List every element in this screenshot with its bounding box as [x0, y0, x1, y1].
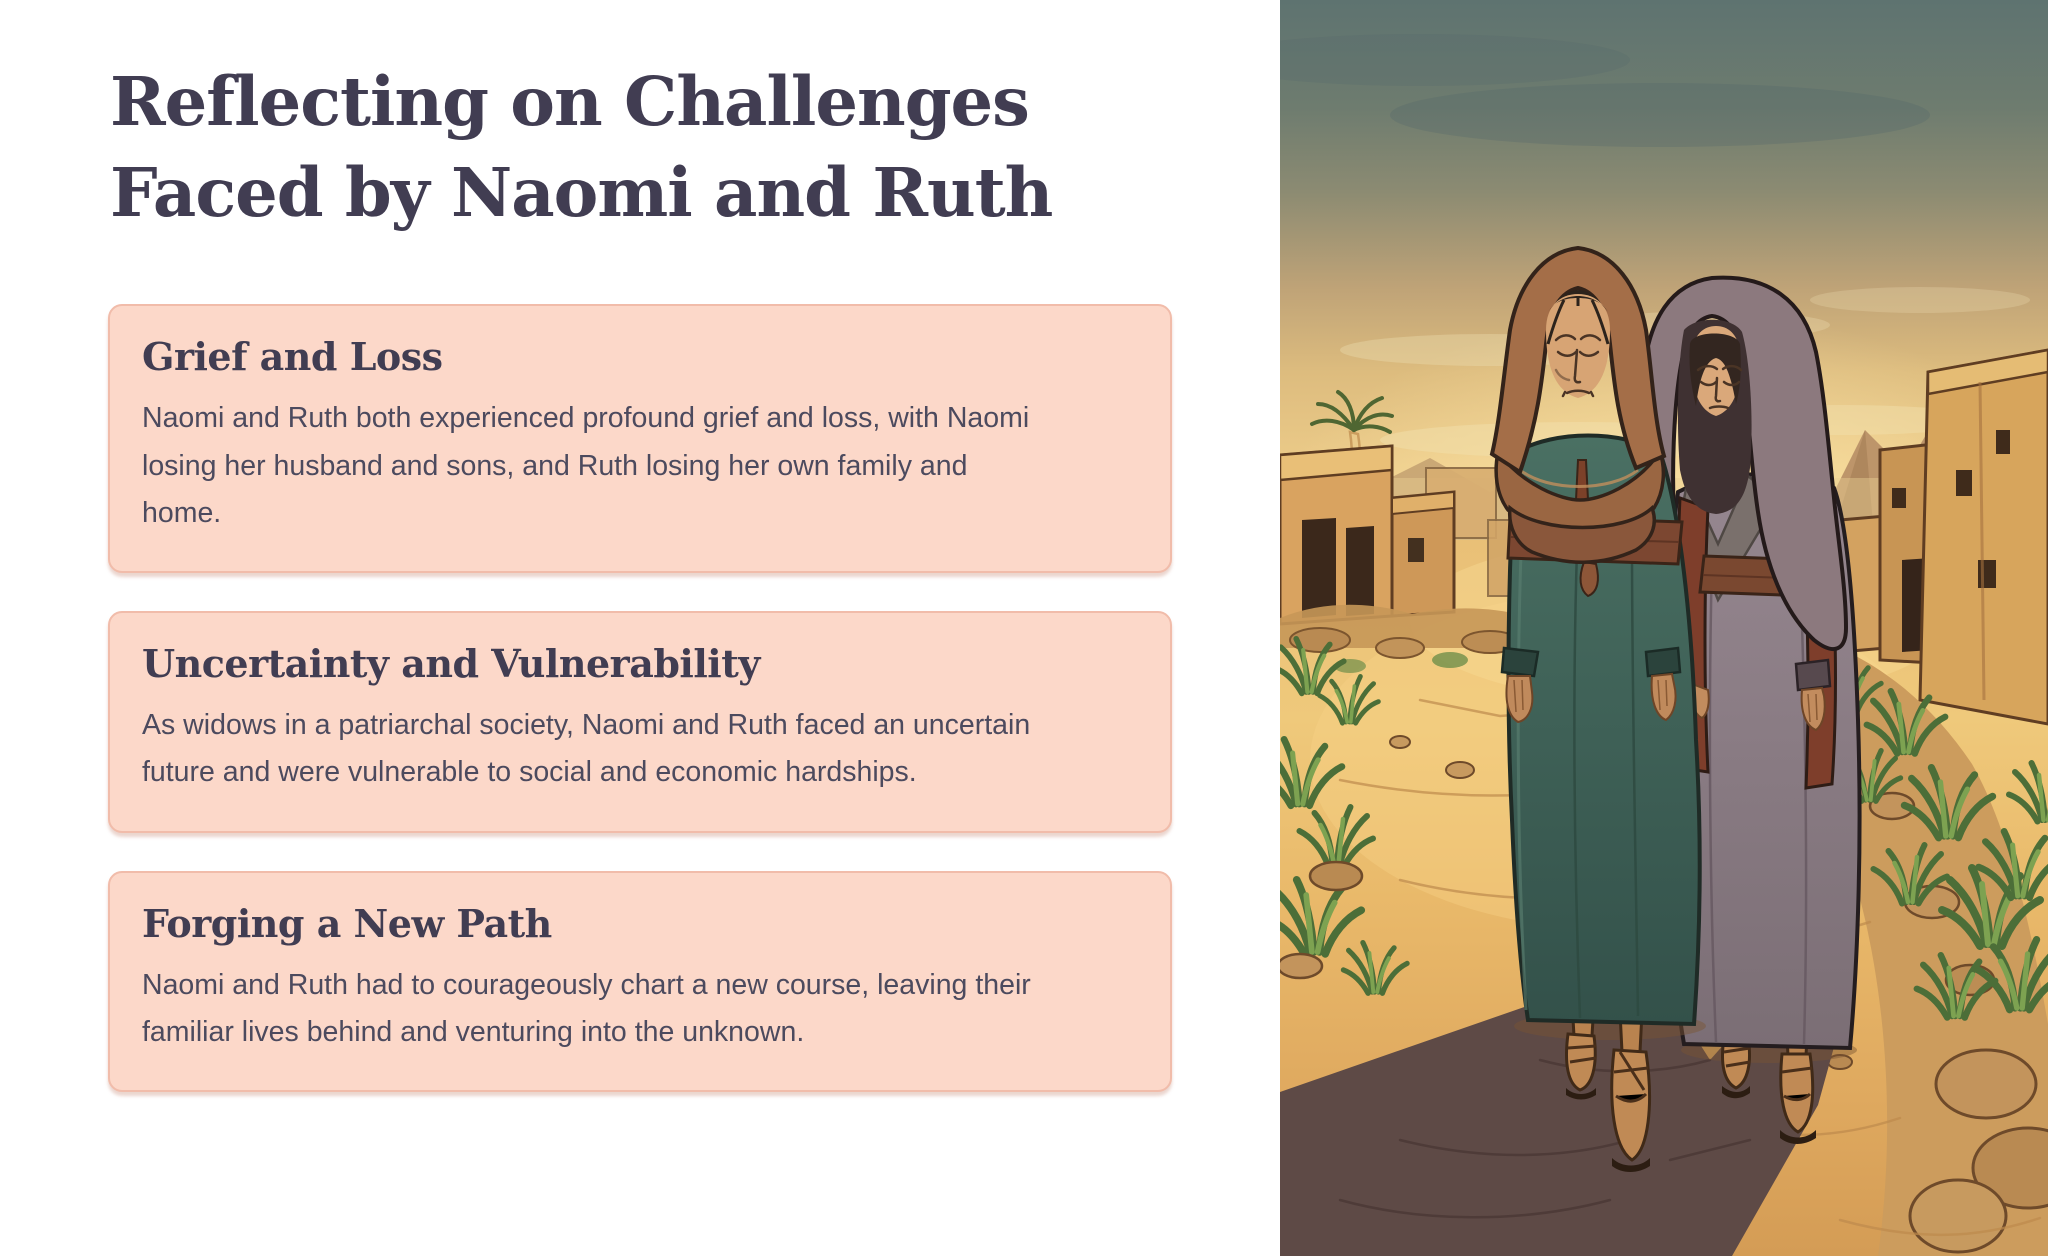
- card-body: Naomi and Ruth had to courageously chart a new course, leaving their familiar lives behind and venturing into the unknown.: [142, 968, 1031, 1048]
- content-column: [108, 56, 1172, 1130]
- card-forging-a-new-path: [108, 871, 1172, 1093]
- card-uncertainty-and-vulnerability: [108, 611, 1172, 833]
- page-title-line1: Reflecting on Challenges: [110, 62, 1029, 141]
- page-title-line2: Faced by Naomi and Ruth: [110, 153, 1053, 233]
- card-body: Naomi and Ruth both experienced profound grief and loss, with Naomi losing her husband and sons, and Ruth losing her own family and home.: [142, 402, 1030, 529]
- card-title: Forging a New Path: [142, 900, 552, 946]
- card-body: As widows in a patriarchal society, Naomi and Ruth faced an uncertain future and were vulnerable to social and economic hardships.: [142, 709, 1031, 789]
- card-title: Uncertainty and Vulnerability: [142, 641, 760, 687]
- naomi-ruth-illustration: [1280, 0, 2048, 1256]
- card-grief-and-loss: [108, 304, 1172, 573]
- card-title: Grief and Loss: [142, 334, 443, 380]
- page-title: [110, 56, 1172, 238]
- illustration-svg: [1280, 0, 2048, 1256]
